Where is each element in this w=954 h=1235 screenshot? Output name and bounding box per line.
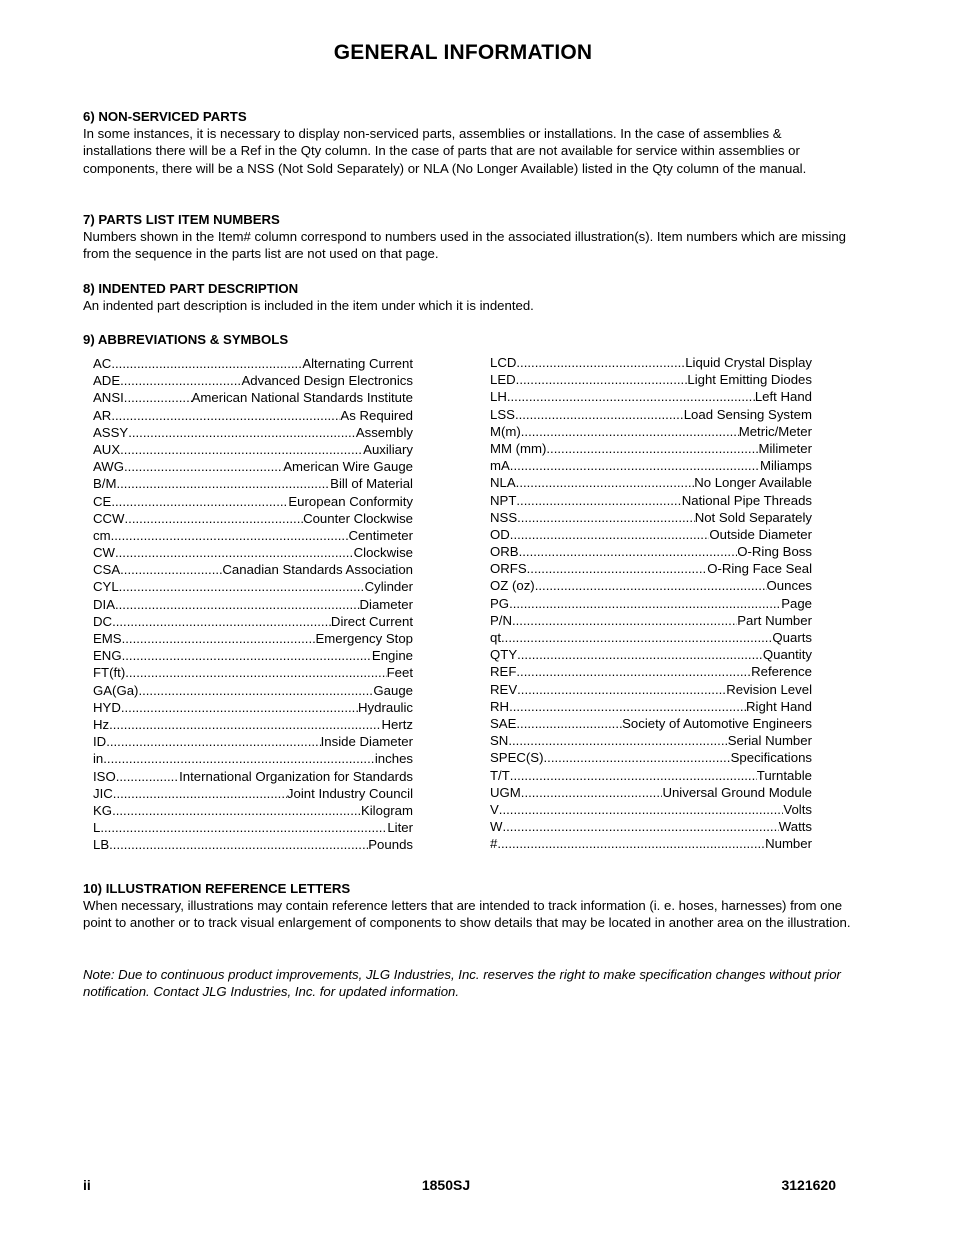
dot-leader xyxy=(519,543,738,560)
abbreviation-row xyxy=(490,629,812,646)
abbreviation-meaning: Miliamps xyxy=(759,458,812,474)
dot-leader xyxy=(515,406,684,423)
abbreviation-meaning: Left Hand xyxy=(754,389,812,405)
dot-leader xyxy=(508,732,727,749)
abbreviation-row xyxy=(490,681,812,698)
abbreviation-meaning: Pounds xyxy=(368,837,413,853)
abbreviation-meaning: Cylinder xyxy=(364,579,413,595)
abbreviation-row xyxy=(93,613,413,630)
dot-leader xyxy=(111,527,349,544)
dot-leader xyxy=(124,389,192,406)
abbreviation-row xyxy=(490,767,812,784)
abbreviation-row xyxy=(93,596,413,613)
abbreviation-row xyxy=(93,750,413,767)
abbreviation-term: QTY xyxy=(490,647,518,663)
abbreviation-meaning: Reference xyxy=(751,664,812,680)
dot-leader xyxy=(510,457,760,474)
abbreviation-row xyxy=(490,560,812,577)
dot-leader xyxy=(122,647,372,664)
abbreviation-term: W xyxy=(490,819,503,835)
abbreviation-term: CSA xyxy=(93,562,121,578)
abbreviation-row xyxy=(93,682,413,699)
abbreviation-term: LED xyxy=(490,372,516,388)
dot-leader xyxy=(116,475,330,492)
dot-leader xyxy=(516,663,751,680)
footer-model: 1850SJ xyxy=(421,1177,471,1193)
abbreviation-term: NPT xyxy=(490,492,517,508)
abbreviation-term: AUX xyxy=(93,441,121,457)
product-note: Note: Due to continuous product improvements, JLG Industries, Inc. reserves the right to make specification changes without prior notification. Contact JLG Industries, Inc. for updated information. xyxy=(83,967,841,1000)
abbreviation-meaning: Volts xyxy=(783,801,812,817)
abbreviation-term: mA xyxy=(490,458,510,474)
abbreviation-term: V xyxy=(490,801,499,817)
abbreviation-row xyxy=(490,543,812,560)
abbreviation-row xyxy=(490,835,812,852)
abbreviation-meaning: Direct Current xyxy=(330,613,413,629)
abbreviation-term: ANSI xyxy=(93,390,124,406)
abbreviation-row xyxy=(93,424,413,441)
abbreviation-meaning: Kilogram xyxy=(360,802,413,818)
abbreviation-meaning: Emergency Stop xyxy=(315,631,413,646)
note-section xyxy=(83,966,853,1000)
abbreviation-meaning: European Conformity xyxy=(288,493,413,509)
dot-leader xyxy=(516,715,622,732)
abbreviation-row xyxy=(490,406,812,423)
dot-leader xyxy=(516,354,685,371)
dot-leader xyxy=(138,682,373,699)
abbreviation-term: M(m) xyxy=(490,423,521,439)
dot-leader xyxy=(112,802,361,819)
abbreviation-term: ORB xyxy=(490,544,519,560)
dot-leader xyxy=(512,612,737,629)
dot-leader xyxy=(517,681,726,698)
abbreviation-term: PG xyxy=(490,595,510,611)
section-illustration-reference-letters xyxy=(83,880,853,932)
dot-leader xyxy=(517,509,695,526)
dot-leader xyxy=(100,819,387,836)
abbreviation-row xyxy=(490,663,812,680)
abbreviation-term: qt xyxy=(490,630,501,645)
abbreviation-row xyxy=(490,457,812,474)
abbreviation-meaning: Quantity xyxy=(762,647,812,663)
abbreviation-meaning: Engine xyxy=(371,648,413,664)
abbreviation-term: UGM xyxy=(490,784,521,800)
abbreviation-term: # xyxy=(490,836,498,852)
abbreviation-term: OZ (oz) xyxy=(490,578,535,594)
page-title: GENERAL INFORMATION xyxy=(333,41,593,64)
abbreviation-meaning: Joint Industry Council xyxy=(286,785,413,801)
abbreviation-row xyxy=(93,647,413,664)
section-body: When necessary, illustrations may contain reference letters that are intended to track information (i. e. hoses, harnesses) from one point to another or to track visual enlargement of components to show details that may be located in another area on the illustration. xyxy=(83,898,851,931)
dot-leader xyxy=(109,836,368,853)
dot-leader xyxy=(112,613,331,630)
abbreviation-row xyxy=(93,802,413,819)
abbreviation-meaning: Load Sensing System xyxy=(683,406,812,422)
abbreviation-row xyxy=(490,577,812,594)
abbreviation-meaning: International Organization for Standards xyxy=(179,768,413,784)
section-heading: 7) PARTS LIST ITEM NUMBERS xyxy=(83,212,280,227)
dot-leader xyxy=(521,784,663,801)
abbreviation-meaning: Watts xyxy=(778,819,812,835)
abbreviation-term: P/N xyxy=(490,612,512,628)
abbreviation-row xyxy=(93,527,413,544)
abbreviation-meaning: Revision Level xyxy=(726,681,812,697)
abbreviation-row xyxy=(93,716,413,733)
dot-leader xyxy=(111,493,288,510)
abbreviation-row xyxy=(93,441,413,458)
section-body: Numbers shown in the Item# column correspond to numbers used in the associated illustration(s). Item numbers which are missing from the sequence in the parts list are not used on that page. xyxy=(83,229,847,262)
abbreviation-meaning: Advanced Design Electronics xyxy=(241,373,413,389)
dot-leader xyxy=(509,698,746,715)
dot-leader xyxy=(516,474,695,491)
abbreviation-row xyxy=(93,355,413,372)
abbreviation-row xyxy=(93,510,413,527)
abbreviation-term: AR xyxy=(93,407,112,423)
abbreviation-term: REF xyxy=(490,664,517,680)
abbreviation-meaning: Society of Automotive Engineers xyxy=(622,715,812,731)
abbreviation-row xyxy=(93,458,413,475)
abbreviation-term: cm xyxy=(93,527,111,543)
dot-leader xyxy=(120,372,241,389)
abbreviation-row xyxy=(93,475,413,492)
abbreviation-meaning: Part Number xyxy=(737,612,812,628)
abbreviation-row xyxy=(490,440,812,457)
dot-leader xyxy=(116,768,179,785)
dot-leader xyxy=(499,801,784,818)
abbreviation-term: LB xyxy=(93,837,110,853)
abbreviation-term: EMS xyxy=(93,631,122,646)
abbreviation-meaning: Serial Number xyxy=(727,733,812,749)
section-body: In some instances, it is necessary to display non-serviced parts, assemblies or installations. In the case of assemblies & installations there will be a Ref in the Qty column. In the case of parts that are not available for service within assemblies or components, there will be a NSS (Not Sold Separately) or NLA (No Longer Available) listed in the Qty column of the manual. xyxy=(83,126,807,176)
abbreviation-term: JIC xyxy=(93,785,113,801)
section-parts-list-item-numbers xyxy=(83,211,853,263)
dot-leader xyxy=(113,785,287,802)
abbreviation-row xyxy=(490,818,812,835)
abbreviation-row xyxy=(490,474,812,491)
abbreviation-row xyxy=(93,664,413,681)
abbreviation-term: ISO xyxy=(93,768,116,784)
abbreviation-row xyxy=(490,612,812,629)
abbreviation-meaning: Alternating Current xyxy=(302,356,413,371)
abbreviation-term: ORFS xyxy=(490,561,527,577)
dot-leader xyxy=(507,388,755,405)
abbreviation-meaning: As Required xyxy=(340,407,413,423)
dot-leader xyxy=(124,458,283,475)
dot-leader xyxy=(106,733,320,750)
abbreviation-row xyxy=(93,768,413,785)
dot-leader xyxy=(120,561,222,578)
abbreviation-term: SAE xyxy=(490,715,517,731)
abbreviation-meaning: National Pipe Threads xyxy=(681,492,812,508)
abbreviation-meaning: Feet xyxy=(386,665,413,681)
abbreviation-term: L xyxy=(93,820,101,836)
abbreviation-term: AWG xyxy=(93,459,125,475)
abbreviation-row xyxy=(490,732,812,749)
abbreviation-term: CE xyxy=(93,493,112,509)
abbreviation-meaning: Right Hand xyxy=(746,698,812,714)
abbreviation-meaning: Inside Diameter xyxy=(320,734,413,750)
section-body: An indented part description is included in the item under which it is indented. xyxy=(83,298,534,314)
abbreviation-term: ID xyxy=(93,734,107,750)
abbreviation-meaning: Gauge xyxy=(373,682,413,698)
abbreviation-meaning: Light Emitting Diodes xyxy=(687,372,812,388)
abbreviation-meaning: Ounces xyxy=(766,578,812,594)
abbreviation-term: in xyxy=(93,751,104,767)
dot-leader xyxy=(509,595,781,612)
dot-leader xyxy=(125,664,386,681)
abbreviation-row xyxy=(93,372,413,389)
footer-page-number: ii xyxy=(83,1177,91,1193)
dot-leader xyxy=(510,526,710,543)
abbreviation-row xyxy=(93,819,413,836)
dot-leader xyxy=(516,371,688,388)
abbreviation-meaning: Hertz xyxy=(381,716,413,732)
abbreviation-meaning: Turntable xyxy=(756,767,812,783)
abbreviation-meaning: Outside Diameter xyxy=(709,526,812,542)
dot-leader xyxy=(109,716,381,733)
abbreviation-term: ADE xyxy=(93,373,121,389)
abbreviation-term: DC xyxy=(93,613,113,629)
abbreviation-row xyxy=(93,389,413,406)
abbreviation-row xyxy=(490,526,812,543)
abbreviation-row xyxy=(93,733,413,750)
abbreviation-term: T/T xyxy=(490,767,510,783)
abbreviation-meaning: Hydraulic xyxy=(358,699,413,715)
abbreviation-meaning: Not Sold Separately xyxy=(694,509,812,525)
abbreviation-row xyxy=(490,646,812,663)
dot-leader xyxy=(122,630,316,647)
abbreviation-row xyxy=(490,371,812,388)
dot-leader xyxy=(103,750,375,767)
dot-leader xyxy=(535,577,767,594)
abbreviation-meaning: Assembly xyxy=(355,424,413,440)
section-indented-part-description xyxy=(83,280,853,314)
abbreviation-row xyxy=(490,698,812,715)
dot-leader xyxy=(501,629,772,646)
abbreviation-meaning: Counter Clockwise xyxy=(303,510,413,526)
dot-leader xyxy=(510,767,757,784)
abbreviation-meaning: Metric/Meter xyxy=(738,423,812,439)
abbreviation-term: B/M xyxy=(93,476,117,492)
abbreviation-term: SN xyxy=(490,733,509,749)
abbreviation-row xyxy=(490,749,812,766)
abbreviation-term: SPEC(S) xyxy=(490,750,544,766)
abbreviation-meaning: No Longer Available xyxy=(694,475,812,491)
abbreviation-term: KG xyxy=(93,802,113,818)
abbreviation-row xyxy=(490,354,812,371)
abbreviation-meaning: Number xyxy=(765,836,812,852)
abbreviation-meaning: Milimeter xyxy=(758,440,812,456)
section-heading: 8) INDENTED PART DESCRIPTION xyxy=(83,281,299,296)
abbreviation-meaning: Liquid Crystal Display xyxy=(685,355,812,370)
abbreviation-term: OD xyxy=(490,526,510,542)
abbreviation-term: REV xyxy=(490,681,518,697)
abbreviation-term: Hz xyxy=(93,716,110,732)
abbreviation-term: NSS xyxy=(490,509,518,525)
abbreviation-row xyxy=(490,801,812,818)
dot-leader xyxy=(111,407,340,424)
abbreviation-meaning: Page xyxy=(781,595,812,611)
abbreviations-right-column xyxy=(490,354,812,852)
abbreviation-meaning: Centimeter xyxy=(348,527,413,543)
abbreviation-row xyxy=(93,785,413,802)
section-heading: 6) NON-SERVICED PARTS xyxy=(83,109,247,124)
dot-leader xyxy=(121,699,358,716)
abbreviation-term: ENG xyxy=(93,648,122,664)
abbreviation-term: CCW xyxy=(93,510,125,526)
abbreviation-term: GA(Ga) xyxy=(93,682,139,698)
abbreviation-row xyxy=(93,699,413,716)
abbreviation-row xyxy=(490,423,812,440)
abbreviation-term: CYL xyxy=(93,579,119,595)
footer-doc-number: 3121620 xyxy=(781,1177,836,1193)
abbreviation-meaning: American Wire Gauge xyxy=(283,459,413,475)
abbreviations-left-column xyxy=(93,355,413,853)
dot-leader xyxy=(128,424,356,441)
dot-leader xyxy=(527,560,708,577)
abbreviation-row xyxy=(93,493,413,510)
dot-leader xyxy=(521,423,739,440)
dot-leader xyxy=(111,355,302,372)
abbreviation-row xyxy=(490,715,812,732)
abbreviation-term: LH xyxy=(490,389,507,405)
abbreviation-row xyxy=(490,784,812,801)
section-abbreviations xyxy=(83,331,853,348)
dot-leader xyxy=(120,441,363,458)
abbreviation-meaning: Clockwise xyxy=(353,545,413,561)
abbreviation-term: HYD xyxy=(93,699,121,715)
abbreviation-row xyxy=(93,407,413,424)
abbreviation-row xyxy=(93,561,413,578)
abbreviation-term: LSS xyxy=(490,406,515,422)
abbreviation-row xyxy=(490,595,812,612)
abbreviation-meaning: inches xyxy=(374,751,413,767)
abbreviation-meaning: Specifications xyxy=(730,750,812,766)
abbreviation-term: DIA xyxy=(93,596,115,612)
dot-leader xyxy=(517,646,763,663)
abbreviation-meaning: Bill of Material xyxy=(330,476,413,492)
abbreviation-meaning: O-Ring Face Seal xyxy=(707,561,812,577)
abbreviation-meaning: O-Ring Boss xyxy=(737,544,812,560)
dot-leader xyxy=(516,492,681,509)
abbreviation-meaning: Universal Ground Module xyxy=(662,784,812,800)
dot-leader xyxy=(497,835,765,852)
dot-leader xyxy=(115,596,360,613)
abbreviation-term: RH xyxy=(490,698,510,714)
abbreviation-meaning: Liter xyxy=(387,820,413,836)
abbreviation-meaning: American National Standards Institute xyxy=(191,390,413,406)
abbreviation-term: CW xyxy=(93,545,115,561)
abbreviation-row xyxy=(93,578,413,595)
section-heading: 10) ILLUSTRATION REFERENCE LETTERS xyxy=(83,881,351,896)
abbreviation-meaning: Canadian Standards Association xyxy=(222,562,413,578)
abbreviation-row xyxy=(93,630,413,647)
abbreviation-term: LCD xyxy=(490,355,517,370)
abbreviation-row xyxy=(93,544,413,561)
abbreviation-row xyxy=(490,492,812,509)
dot-leader xyxy=(502,818,778,835)
abbreviation-row xyxy=(490,509,812,526)
abbreviation-term: ASSY xyxy=(93,424,129,440)
abbreviation-row xyxy=(93,836,413,853)
abbreviation-term: AC xyxy=(93,356,112,371)
dot-leader xyxy=(546,440,758,457)
abbreviation-row xyxy=(490,388,812,405)
abbreviation-meaning: Auxiliary xyxy=(363,441,413,457)
abbreviation-term: MM (mm) xyxy=(490,440,547,456)
dot-leader xyxy=(119,578,365,595)
dot-leader xyxy=(544,749,731,766)
abbreviation-meaning: Quarts xyxy=(772,630,812,645)
abbreviation-term: FT(ft) xyxy=(93,665,126,681)
section-non-serviced-parts xyxy=(83,108,853,177)
section-heading: 9) ABBREVIATIONS & SYMBOLS xyxy=(83,332,289,347)
abbreviation-meaning: Diameter xyxy=(359,596,413,612)
dot-leader xyxy=(125,510,304,527)
dot-leader xyxy=(115,544,354,561)
abbreviation-term: NLA xyxy=(490,475,516,491)
